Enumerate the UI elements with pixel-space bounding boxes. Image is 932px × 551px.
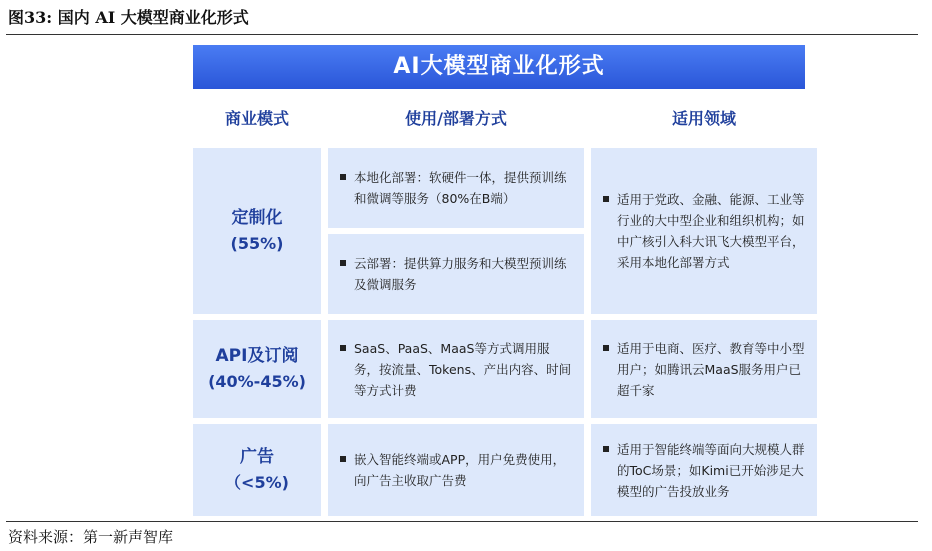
list-item xyxy=(340,449,574,491)
domain-cell-customization xyxy=(591,148,817,314)
bullet-icon xyxy=(340,345,346,351)
deploy-cell-local xyxy=(328,148,584,228)
domain-text: 适用于电商、医疗、教育等中小型用户；如腾讯云MaaS服务用户已超千家 xyxy=(617,340,805,398)
mode-name: 定制化 xyxy=(231,208,283,228)
domain-text: 适用于党政、金融、能源、工业等行业的大中型企业和组织机构；如中广核引入科大讯飞大模型平台，采用本地化部署方式 xyxy=(617,192,805,270)
mode-share: (40%-45%) xyxy=(208,372,306,391)
header-business-mode: 商业模式 xyxy=(224,109,289,128)
deploy-text: 嵌入智能终端或APP，用户免费使用，向广告主收取广告费 xyxy=(354,452,566,488)
list-item xyxy=(340,338,574,401)
mode-name: 广告 xyxy=(240,447,274,467)
deploy-cell-cloud xyxy=(328,234,584,314)
bullet-icon xyxy=(603,196,609,202)
bottom-divider xyxy=(6,521,918,522)
bullet-icon xyxy=(340,260,346,266)
deploy-cell-ads xyxy=(328,424,584,516)
source-note: 资料来源：第一新声智库 xyxy=(8,528,174,546)
list-item xyxy=(603,189,807,273)
deploy-text: 本地化部署：软硬件一体，提供预训练和微调等服务（80%在B端） xyxy=(354,170,567,206)
deploy-text: 云部署：提供算力服务和大模型预训练及微调服务 xyxy=(354,256,567,292)
bullet-icon xyxy=(340,174,346,180)
mode-share: （<5%) xyxy=(225,473,289,492)
header-deployment-method: 使用/部署方式 xyxy=(405,109,507,128)
table-banner-title: AI大模型商业化形式 xyxy=(193,45,805,89)
list-item xyxy=(340,167,574,209)
domain-text: 适用于智能终端等面向大规模人群的ToC场景；如Kimi已开始涉足大模型的广告投放业务 xyxy=(617,441,805,499)
bullet-icon xyxy=(603,345,609,351)
deploy-text: SaaS、PaaS、MaaS等方式调用服务，按流量、Tokens、产出内容、时间等方式计费 xyxy=(354,340,572,398)
figure-title: 图33: 国内 AI 大模型商业化形式 xyxy=(8,8,249,27)
deploy-cell-api xyxy=(328,320,584,418)
list-item xyxy=(603,439,807,502)
bullet-icon xyxy=(603,446,609,452)
domain-cell-advertising xyxy=(591,424,817,516)
list-item xyxy=(603,338,807,401)
mode-cell-customization xyxy=(193,148,321,314)
header-application-domain: 适用领域 xyxy=(671,109,736,128)
top-divider xyxy=(6,34,918,35)
mode-name: API及订阅 xyxy=(215,346,299,366)
mode-share: (55%) xyxy=(230,234,284,253)
mode-cell-advertising xyxy=(193,424,321,516)
domain-cell-api-subscription xyxy=(591,320,817,418)
list-item xyxy=(340,253,574,295)
bullet-icon xyxy=(340,456,346,462)
mode-cell-api-subscription xyxy=(193,320,321,418)
